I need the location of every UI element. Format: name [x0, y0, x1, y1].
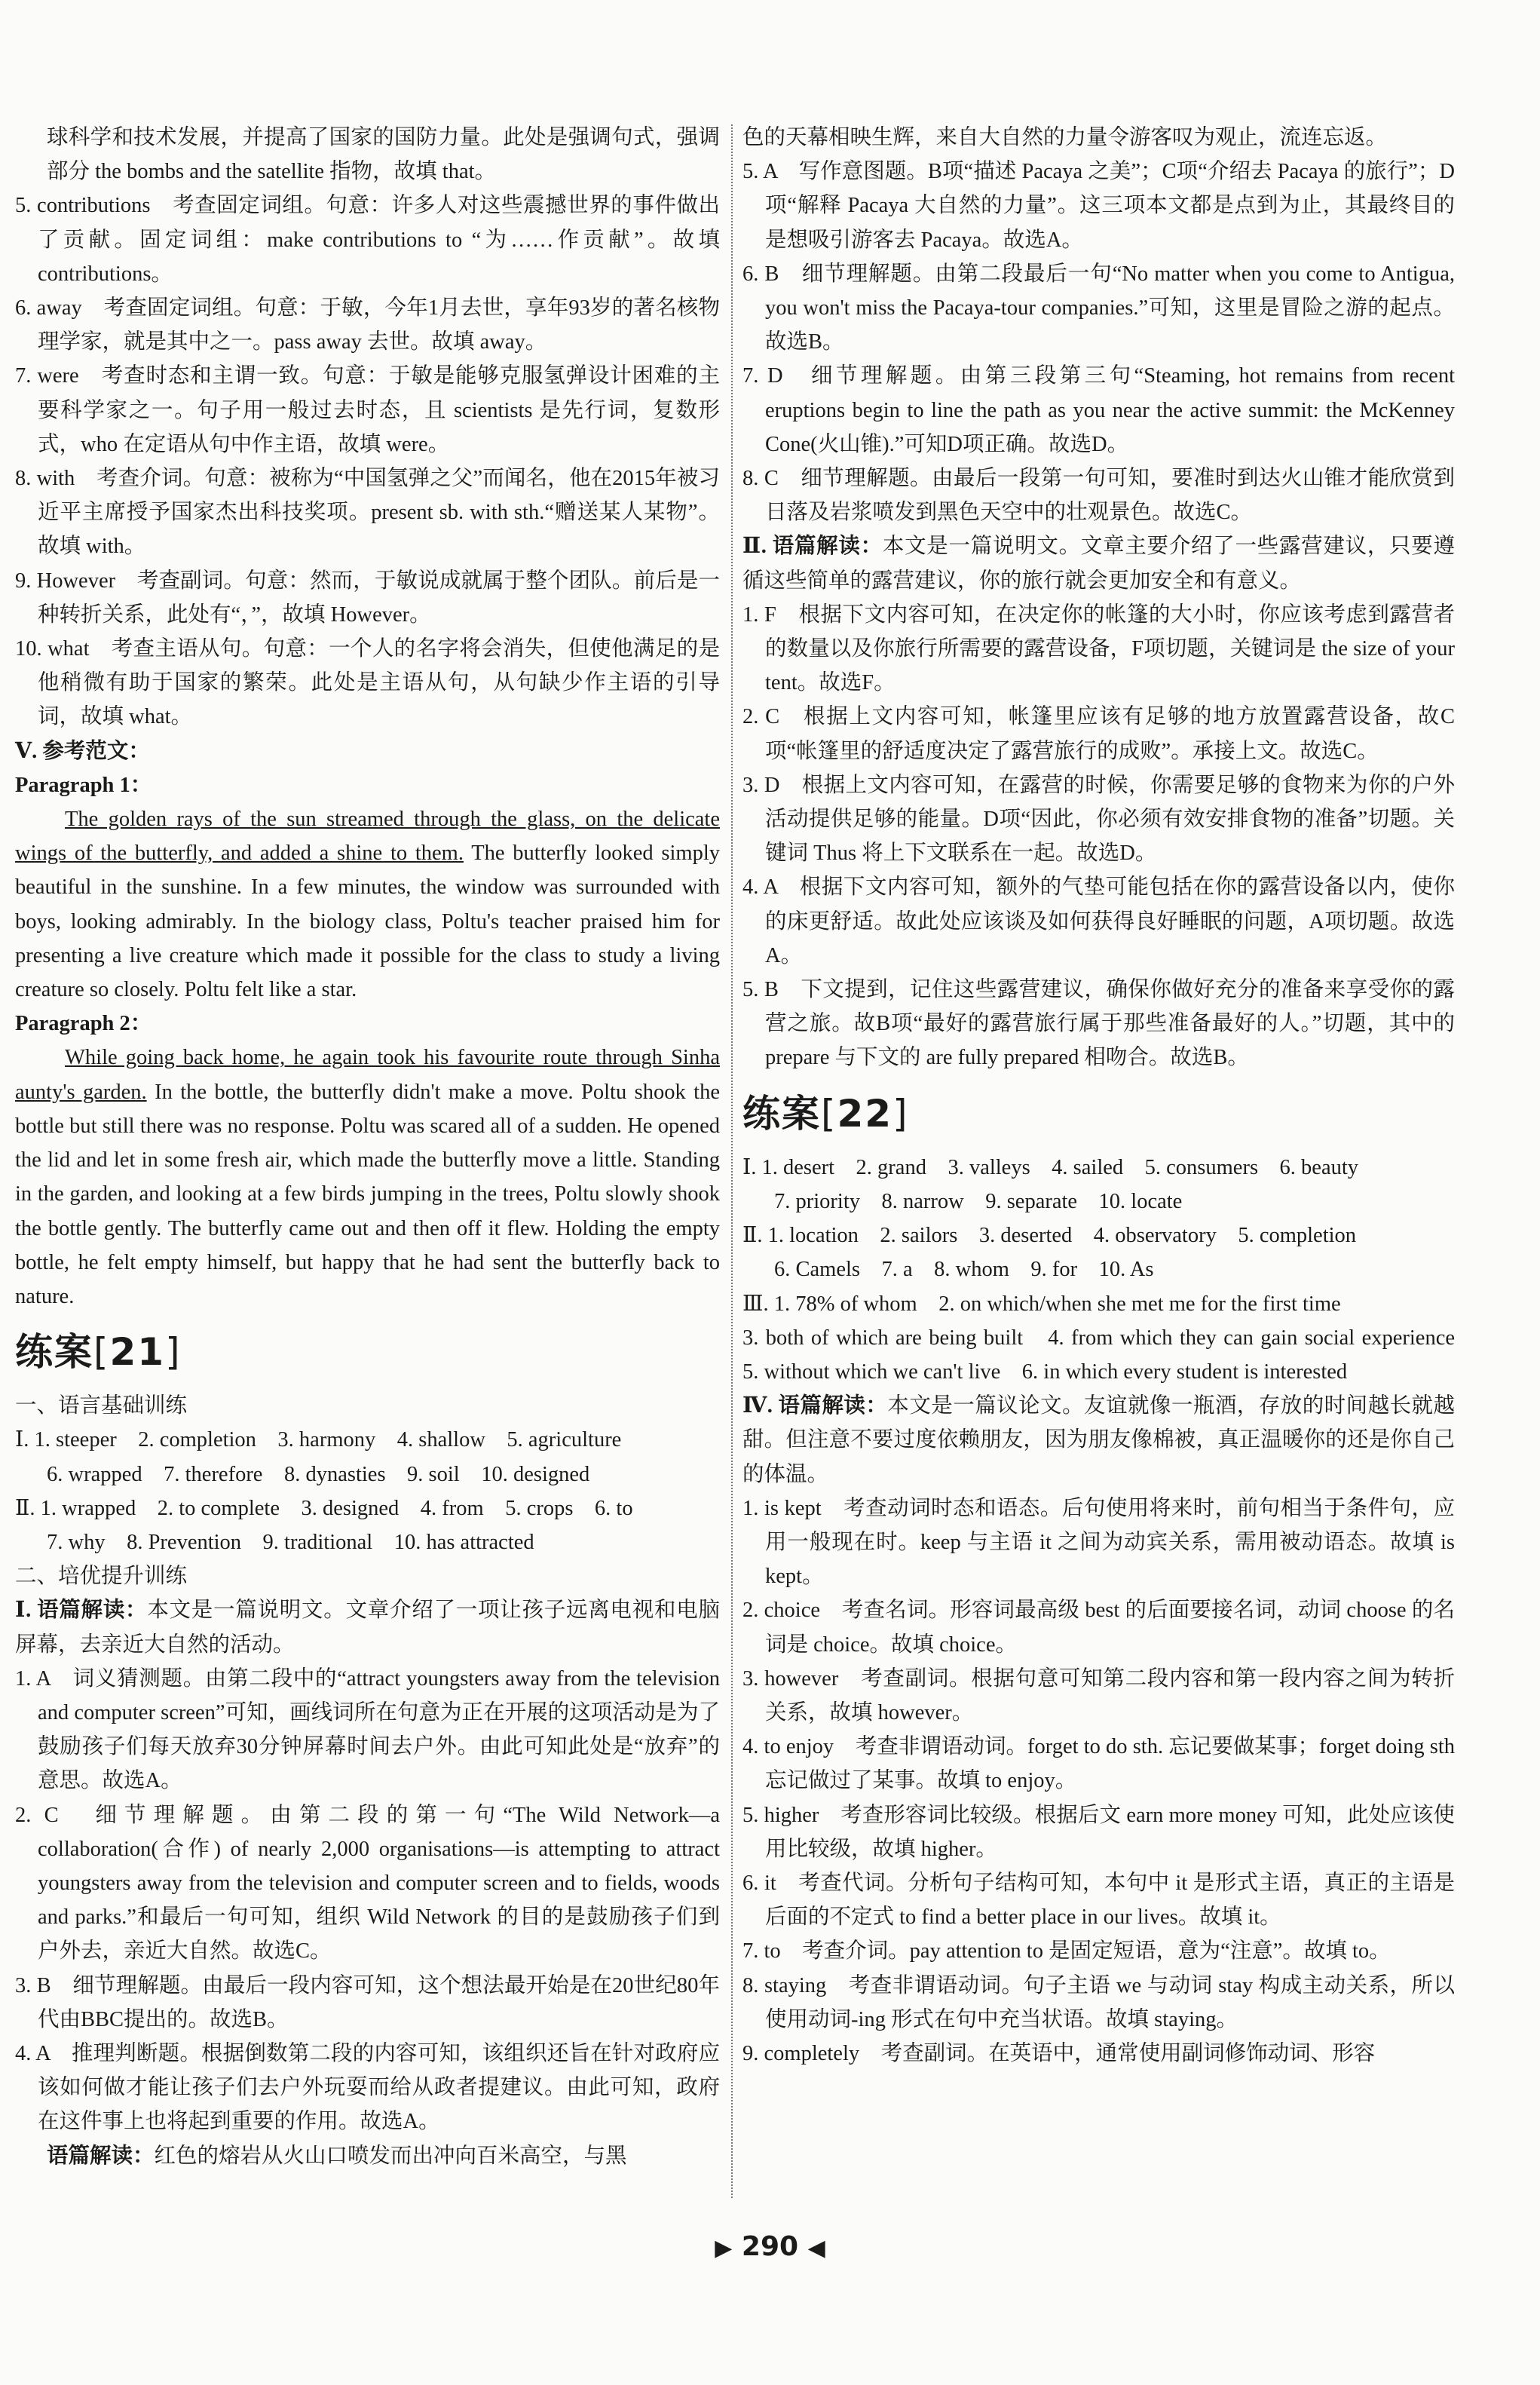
answer-line: 6. wrapped 7. therefore 8. dynasties 9. soil 10. designed: [47, 1462, 590, 1486]
underlined-sentence: The golden rays of the sun streamed through the glass, on the delicate wings of the butterfly, and added a shine to them.: [15, 808, 720, 866]
answer-item: 9. However 考查副词。句意：然而，于敏说成就属于整个团队。前后是一种转折关系，此处有“，”，故填 However。: [15, 569, 720, 627]
essay-text: In the bottle, the butterfly didn't make a move. Poltu shook the bottle but still there was no response. Poltu was scared all of a sudden. He opened the lid and let in some fresh air, which made the butterfly move a little. Standing in the garden, and looking at a few birds jumping in the trees, Poltu slowly shook the bottle gently. The butterfly came out and then off it flew. Holding the empty bottle, he felt empty himself, but happy that he had sent the butterfly back to nature.: [15, 1080, 720, 1308]
passage-summary-text: 本文是一篇说明文。文章主要介绍了一些露营建议，只要遵循这些简单的露营建议，你的旅行就会更加安全和有意义。: [742, 535, 1455, 593]
answer-line: Ⅰ. 1. desert 2. grand 3. valleys 4. sailed 5. consumers 6. beauty: [742, 1155, 1359, 1179]
answer-paragraph: 色的天幕相映生辉，来自大自然的力量令游客叹为观止，流连忘返。: [742, 126, 1388, 149]
section-title-22: 练案[22]: [742, 1091, 909, 1136]
answer-item: 4. A 推理判断题。根据倒数第二段的内容可知，该组织还旨在针对政府应该如何做才能让孩子们去户外玩耍而给从政者提建议。由此可知，政府在这件事上也将起到重要的作用。故选A。: [15, 2041, 720, 2134]
passage-summary: [742, 529, 1455, 597]
left-triangle-icon: ◀: [807, 2235, 825, 2261]
answer-item: 2. C 细节理解题。由第二段的第一句“The Wild Network—a collaboration(合作) of nearly 2,000 organisations—is attempting to attract youngsters away from the television and computer screen and to fields, woods and parks.”和最后一句可知，组织 Wild Network 的目的是鼓励孩子们到户外去，亲近大自然。故选C。: [15, 1803, 720, 1963]
answer-item: 1. A 词义猜测题。由第二段中的“attract youngsters away from the television and computer screen”可知，画线词所在句意为正在开展的这项活动是为了鼓励孩子们每天放弃30分钟屏幕时间去户外。由此可知此处是“放弃”的意思。故选A。: [15, 1666, 720, 1793]
answer-line: 6. Camels 7. a 8. whom 9. for 10. As: [774, 1258, 1154, 1282]
answer-line: 3. both of which are being built 4. from which they can gain social experience 5. without which we can't live 6. in which every student is interested: [742, 1326, 1477, 1384]
page-number: 290: [741, 2231, 799, 2262]
passage-summary: [15, 1593, 720, 1661]
answer-item: 2. C 根据上文内容可知，帐篷里应该有足够的地方放置露营设备，故C项“帐篷里的舒适度决定了露营旅行的成败”。承接上文。故选C。: [742, 705, 1455, 763]
answer-item: 8. with 考查介词。句意：被称为“中国氢弹之父”而闻名，他在2015年被习近平主席授予国家杰出科技奖项。present sb. with sth.“赠送某人某物”。故填 with。: [15, 467, 720, 559]
answer-item: 9. completely 考查副词。在英语中，通常使用副词修饰动词、形容: [742, 2041, 1376, 2065]
answer-line: Ⅲ. 1. 78% of whom 2. on which/when she met me for the first time: [742, 1292, 1341, 1316]
section-number: 22: [837, 1091, 893, 1136]
paragraph-label: Paragraph 1：: [15, 773, 152, 797]
passage-summary: [742, 1389, 1455, 1491]
answer-item: 4. A 根据下文内容可知，额外的气垫可能包括在你的露营设备以内，使你的床更舒适。故此处应该谈及如何获得良好睡眠的问题，A项切题。故选A。: [742, 875, 1455, 967]
passage-summary-label: Ⅰ. 语篇解读：: [15, 1599, 148, 1623]
answer-item: 2. choice 考查名词。形容词最高级 best 的后面要接名词，动词 choose 的名词是 choice。故填 choice。: [742, 1599, 1455, 1657]
answer-line: 7. priority 8. narrow 9. separate 10. locate: [774, 1189, 1183, 1213]
right-triangle-icon: ▶: [715, 2235, 733, 2261]
passage-summary: [15, 2139, 720, 2173]
answer-paragraph: 球科学和技术发展，并提高了国家的国防力量。此处是强调句式，强调部分 the bombs and the satellite 指物，故填 that。: [47, 126, 720, 184]
passage-summary-text: 本文是一篇说明文。文章介绍了一项让孩子远离电视和电脑屏幕，去亲近大自然的活动。: [15, 1599, 720, 1657]
column-divider: [731, 124, 733, 2198]
passage-summary-label: 语篇解读：: [47, 2144, 155, 2168]
answer-item: 3. however 考查副词。根据句意可知第二段内容和第一段内容之间为转折关系，故填 however。: [742, 1666, 1455, 1724]
section-title-text: 练案: [742, 1091, 821, 1136]
answer-item: 10. what 考查主语从句。句意：一个人的名字将会消失，但使他满足的是他稍微有助于国家的繁荣。此处是主语从句，从句缺少作主语的引导词，故填 what。: [15, 637, 720, 729]
section-heading: Ⅴ. 参考范文：: [15, 739, 150, 763]
essay-text: The butterfly looked simply beautiful in the sunshine. In a few minutes, the window was surrounded with boys, looking admirably. In the biology class, Poltu's teacher praised him for presenting a live creature which made it possible for the class to study a living creature so closely. Poltu felt like a star.: [15, 841, 720, 1002]
answer-line: 7. why 8. Prevention 9. traditional 10. has attracted: [47, 1530, 534, 1554]
answer-item: 5. B 下文提到，记住这些露营建议，确保你做好充分的准备来享受你的露营之旅。故B项“最好的露营旅行属于那些准备最好的人。”切题，其中的 prepare 与下文的 are fully prepared 相吻合。故选B。: [742, 978, 1455, 1070]
answer-item: 8. staying 考查非谓语动词。句子主语 we 与动词 stay 构成主动关系，所以使用动词-ing 形式在句中充当状语。故填 staying。: [742, 1973, 1455, 2031]
right-column: [742, 121, 1477, 2071]
passage-summary-label: Ⅱ. 语篇解读：: [742, 535, 883, 559]
page-footer: [0, 2228, 1540, 2267]
answer-item: 1. is kept 考查动词时态和语态。后句使用将来时，前句相当于条件句，应用一般现在时。keep 与主语 it 之间为动宾关系，需用被动语态。故填 is kept。: [742, 1496, 1455, 1589]
model-essay-paragraph: [15, 1041, 720, 1314]
answer-item: 7. were 考查时态和主谓一致。句意：于敏是能够克服氢弹设计困难的主要科学家之一。句子用一般过去时态，且 scientists 是先行词，复数形式，who 在定语从句中作主语，故填 were。: [15, 364, 720, 456]
subsection-heading: 二、培优提升训练: [15, 1565, 188, 1589]
model-essay-paragraph: [15, 802, 720, 1007]
answer-item: 3. B 细节理解题。由最后一段内容可知，这个想法最开始是在20世纪80年代由BBC提出的。故选B。: [15, 1973, 720, 2031]
answer-item: 7. to 考查介词。pay attention to 是固定短语，意为“注意”。故填 to。: [742, 1939, 1391, 1963]
underlined-sentence: While going back home, he again took his favourite route through Sinha aunty's garden.: [15, 1046, 720, 1104]
answer-item: 5. contributions 考查固定词组。句意：许多人对这些震撼世界的事件做出了贡献。固定词组：make contributions to “为……作贡献”。故填 contributions。: [15, 194, 720, 286]
section-number: 21: [109, 1330, 166, 1375]
section-title-text: 练案: [15, 1330, 93, 1375]
answer-item: 5. A 写作意图题。B项“描述 Pacaya 之美”；C项“介绍去 Pacaya 的旅行”；D项“解释 Pacaya 大自然的力量”。这三项本文都是点到为止，其最终目的是想吸引游客去 Pacaya。故选A。: [742, 160, 1455, 252]
paragraph-label: Paragraph 2：: [15, 1012, 152, 1036]
section-title-21: 练案[21]: [15, 1330, 182, 1375]
answer-item: 4. to enjoy 考查非谓语动词。forget to do sth. 忘记要做某事；forget doing sth 忘记做过了某事。故填 to enjoy。: [742, 1735, 1455, 1793]
subsection-heading: 一、语言基础训练: [15, 1394, 188, 1418]
answer-line: Ⅱ. 1. location 2. sailors 3. deserted 4. observatory 5. completion: [742, 1224, 1357, 1248]
passage-summary-label: Ⅳ. 语篇解读：: [742, 1394, 888, 1418]
answer-item: 8. C 细节理解题。由最后一段第一句可知，要准时到达火山锥才能欣赏到日落及岩浆喷发到黑色天空中的壮观景色。故选C。: [742, 467, 1455, 525]
left-column: [15, 121, 720, 2173]
answer-item: 6. B 细节理解题。由第二段最后一句“No matter when you come to Antigua, you won't miss the Pacaya-tour companies.”可知，这里是冒险之游的起点。故选B。: [742, 262, 1455, 354]
answer-item: 3. D 根据上文内容可知，在露营的时候，你需要足够的食物来为你的户外活动提供足够的能量。D项“因此，你必须有效安排食物的准备”切题。关键词 Thus 将上下文联系在一起。故选D。: [742, 773, 1455, 866]
answer-item: 5. higher 考查形容词比较级。根据后文 earn more money 可知，此处应该使用比较级，故填 higher。: [742, 1803, 1455, 1861]
passage-summary-text: 红色的熔岩从火山口喷发而出冲向百米高空，与黑: [154, 2144, 627, 2168]
passage-summary-text: 本文是一篇议论文。友谊就像一瓶酒，存放的时间越长就越甜。但注意不要过度依赖朋友，因为朋友像棉被，真正温暖你的还是你自己的体温。: [742, 1394, 1455, 1486]
answer-item: 1. F 根据下文内容可知，在决定你的帐篷的大小时，你应该考虑到露营者的数量以及你旅行所需要的露营设备，F项切题，关键词是 the size of your tent。故选F。: [742, 602, 1455, 695]
answer-line: Ⅱ. 1. wrapped 2. to complete 3. designed 4. from 5. crops 6. to: [15, 1496, 633, 1520]
answer-item: 6. it 考查代词。分析句子结构可知，本句中 it 是形式主语，真正的主语是后面的不定式 to find a better place in our lives。故填 it。: [742, 1871, 1455, 1930]
answer-line: Ⅰ. 1. steeper 2. completion 3. harmony 4. shallow 5. agriculture: [15, 1428, 622, 1452]
answer-item: 6. away 考查固定词组。句意：于敏，今年1月去世，享年93岁的著名核物理学家，就是其中之一。pass away 去世。故填 away。: [15, 296, 720, 354]
answer-item: 7. D 细节理解题。由第三段第三句“Steaming, hot remains from recent eruptions begin to line the path as you near the active summit: the McKenney Cone(火山锥).”可知D项正确。故选D。: [742, 364, 1455, 456]
